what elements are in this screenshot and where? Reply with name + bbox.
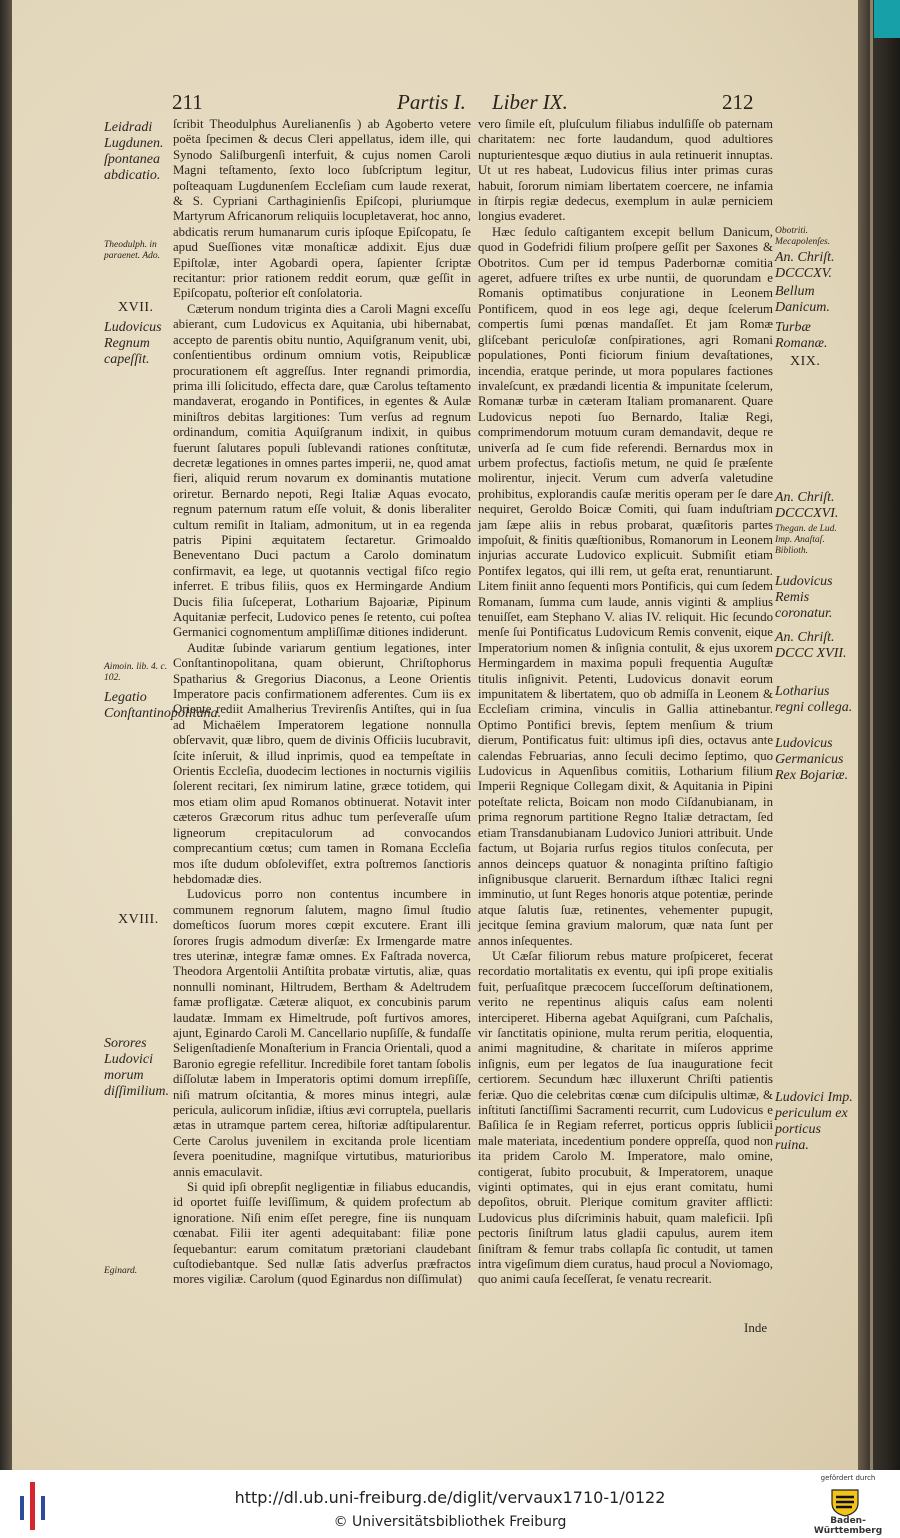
right-page-number: 212 [722, 90, 754, 114]
left-page-number: 211 [172, 90, 203, 114]
corner-tab [874, 0, 900, 38]
permalink-url[interactable]: http://dl.ub.uni-freiburg.de/diglit/vervaux1710-1/0122 [234, 1488, 666, 1507]
margin-note-eginard: Eginard. [104, 1266, 138, 1276]
paragraph: Si quid ipſi obrepſit negligentiæ in filiabus educandis, id oportet fuiſſe leviſſimum, & quidem profectum ab ignoratione. Niſi enim eſſet peregre, fine iis nunquam cœnabat. Filii iter agenti adequitabant: filiæ pone ſequebantur: earum comitatum prætoriani claudebant cuſtodiebantque. Sed nullæ ſatis adverſus præfractos mores vigiliæ. Carolum (quod Eginardus non diſſimulat) [173, 1180, 471, 1287]
paragraph: ſcribit Theodulphus Aurelianenſis ) ab Agoberto vetere poëta ſpecimen & decus Cleri appellatus, idem ille, qui Synodo Saliſburgenſi interfuit, & cujus nomen Caroli Magni teſtamento, ſexto loco ſubſcriptum legitur, poſteaquam Lugdunenſem Eccleſiam cum laude rexerat, & S. Cypriani Carthaginienſis Epiſcopi, pluriumque Martyrum Africanorum reliquiis locupletaverat, hoc anno, abdicatis rerum humanarum curis ipſoque Epiſcopatu, ſe apud Sueſſiones vitæ monaſticæ addixit. Ejus duæ Epiſtolæ, inter Agobardi opera, ſapienter ſcriptæ recitantur: prior rationem reddit eorum, quæ geſſit in Epiſcopatu, poſterior eſt conſolatoria. [173, 117, 471, 301]
margin-section-xix: XIX. [790, 354, 821, 369]
margin-section-xviii: XVIII. [118, 912, 159, 927]
binding-edge [870, 0, 873, 1470]
funder-name: Baden-Württemberg [813, 1516, 883, 1536]
margin-note-an-christ-817: An. Chriſt. DCCC XVII. [775, 630, 847, 661]
left-text-column [173, 117, 471, 1288]
paragraph: vero ſimile eſt, pluſculum filiabus indulſiſſe ob paternam charitatem: nec forte laudandum, quod adultiores nupturientesque æquo diutius in aula retinuerit innuptas. Ut ut res habeat, Ludovicus filius inter primas curas habuit, ſororum nimiam libertatem coercere, ne infamia in ſtirpis regiæ dedecus, exemplum in aulæ perniciem longius evaderet. [478, 117, 773, 224]
book-binding [858, 0, 900, 1470]
copyright-notice: © Universitätsbibliothek Freiburg [333, 1514, 567, 1530]
running-head [162, 90, 792, 114]
funder-badge [800, 1474, 896, 1536]
paragraph: Cæterum nondum triginta dies a Caroli Magni exceſſu abierant, cum Ludovicus ex Aquitania, ubi hibernabat, accepto de parentis obitu nuntio, Aquiſgranum venit, ubi, conſentientibus ordinum omnium votis, Reipublicæ procurationem eſt aggreſſus. Inter regnandi primordia, prima illi ſolicitudo, effecta dare, quæ Carolus teſtamento mandaverat, erogando in Pontifices, in egentes & Aulæ miniſtros debitas largitiones: Tum verſus ad regnum ordinandum, comitia Aquiſgranum indixit, in quibus fuerunt ſalutares populi ſublevandi rationes conſtitutæ, decretæ legationes in omnes partes imperii, ne, quod amat fieri, aliquid rerum novarum ex dominantis mutatione oriretur. Bernardo nepoti, Regi Italiæ Aquas evocato, regnum paternum ratum eſſe voluit, & donis liberaliter cultum remiſit in Italiam, admonitum, ut in ea regenda patris Pipini æquitatem ſectaretur. Grimoaldo Beneventano Duci pactum a Carolo dominatum confirmavit, ea lege, ut quotannis vectigal fiſco regio inferret. E tribus filiis, quos ex Hermingarde Andium Ducis filia ſuſceperat, Lotharium Bajoariæ, Pipinum Aquitaniæ perfecit, Ludovico penes ſe retento, cui poſtea Germanici cognomentum ampliſſimæ ditiones indiderunt. [173, 301, 471, 640]
margin-note-germanicus: Ludovicus Germanicus Rex Bojariæ. [775, 736, 849, 783]
running-head-liber: Liber IX. [492, 90, 568, 114]
margin-note-aimoin: Aimoin. lib. 4. c. 102. [104, 662, 168, 683]
paragraph: Ludovicus porro non contentus incumbere in communem regnorum ſalutem, magno ſimul ſtudio domeſticos ſuorum mores cœpit excutere. Erant illi ſorores ſrugis admodum diverſæ: Ex Irmengarde matre tres uterinæ, integræ famæ omnes. Ex Faſtrada noverca, Theodora Argentolii Antiſtita probatæ virtutis, aliæ, quas nonnulli nominant, Hiltrudem, Bertham & Adeltrudem famæ profligatæ. Cæteræ aliquot, ex concubinis parum laudatæ. Immam ex Himeltrude, poſt furtivos amores, ajunt, Eginardo Caroli M. Cancellario nupſiſſe, & fundaſſe Seligenſtadienſe Monaſterium in Francia Orientali, quod a Baronio egregie refellitur. Incredibile foret tantam ſobolis diſſolutæ labem in Imperatoris optimi domum irrepſiſſe, niſi matrum oſcitantia, & mores minus integri, aulæ pericula, aulicorum inſidiæ, iſtius ævi corruptela, puellaris ætas in utramque partem cerea, hiſtoriæ adſtipularentur. Certe Carolus juvenilem in excitanda prole licentiam ſevera poenitudine, magniſque virtutibus, maturioribus annis emaculavit. [173, 887, 471, 1179]
margin-note-turbae: Turbæ Romanæ. [775, 320, 828, 351]
margin-note-porticus: Ludovici Imp. periculum ex porticus ruina. [775, 1090, 853, 1153]
margin-note-obotriti: Obotriti. Mecapolenſes. [775, 226, 831, 247]
paragraph: Hæc ſedulo caſtigantem excepit bellum Danicum, quod in Godefridi filium proſpere geſſit per Saxones & Obotritos. Cum per id tempus Paderbornæ comitia ageret, adfuere triſtes ex urbe nuntii, de quorundam e Romanis optimatibus conjuratione in Leonem Pontificem, quod in eos lege agi, deque ſcelerum compertis ſumi pœnas mandaſſet. Et jam Romæ gliſcebant periculoſæ conſpirationes, agri Romani populationes, Ponti ficiorum finium devaſtationes, incendia, eratque perinde, ut mora populares factiones invaleſcunt, ex prædandi licentia & impunitate ſcelerum, Romanæ turbæ in cæteram Italiam promanarent. Quare Ludovicus nepoti ſuo Bernardo, Italiæ Regi, comprimendorum motuum curam demandavit, deque re univerſa ad ſe cum fide referendi. Bernardus mox in urbem profectus, factioſis metum, ne quid ſe præſente molirentur, injecit. Verum cum adverſa valetudine prohibitus, explorandis cauſæ meritis operam per ſe dare nequiret, Geroldo Boicæ Comiti, qui ſuam induſtriam jam ſæpe aliis in rebus probarat, quæſitoris partes impoſuit, & finitis quæſtionibus, Romanorum in Leonem injurias accurate Ludovico explicuit. Submiſit etiam Pontifex legatos, qui illi rem, ut geſta erat, renuntiarunt. Litem finiit anno ſequenti mors Pontificis, qui cum ſedem Romanam, ſumma cum laude, annis viginti & amplius tenuiſſet, eam Stephano V. alias IV. reliquit. Hic ſecundo menſe ſui Pontificatus Ludovicum Remis convenit, eique Imperatorium nomen & inſignia contulit, & ejus uxorem Hermingardem in maxima populi frequentia Auguſtæ titulis inſignivit. Petenti, Ludovicus donavit eorum impunitatem & libertatem, quo ob admiſſa in Leonem & Eccleſiam crimina, vinculis in Gallia attinebantur. Optimo Pontifici brevis, ſeptem menſium & trium dierum, Pontificatus fuit: ultimus ipſi dies, octavus ante calendas Februarias, anno ſeculi decimo ſeptimo, quo Ludovicus in Aquenſibus comitiis, Lotharium filium Imperii Regnique Collegam dixit, & Aquitania in Pipini poteſtate relicta, Boicam non modo Ciſdanubianam, in prima regnorum partitione Regno Italiæ detractam, ſed etiam Transdanubianam Ludovico Juniori attribuit. Unde factum, ut Bojaria rurſus regios titulos conſecuta, per annos deinceps quatuor & nonaginta priſtino faſtigio inſignibusque claruerit. Bernardum iſthæc Italici regni imminutio, ut ſunt Reges honoris atque potentiæ, perinde atque ſalutis ſuæ, retinentes, vehementer pupugit, jecitque ſemina gravium malorum, quæ nata ſunt per annos inſequentes. [478, 224, 773, 948]
viewer-footer [0, 1470, 900, 1538]
state-crest-icon [828, 1487, 862, 1517]
margin-note-lotharius: Lotharius regni collega. [775, 684, 853, 715]
margin-note-thegan: Thegan. de Lud. Imp. Anaſtaſ. Biblioth. [775, 524, 837, 556]
margin-note-legatio: Legatio Conſtantinopolitana. [104, 690, 222, 721]
margin-note-an-christ-815: An. Chriſt. DCCCXV. [775, 250, 835, 281]
margin-note-regnum: Ludovicus Regnum capeſſit. [104, 320, 162, 367]
catchword: Inde [744, 1320, 768, 1335]
margin-note-sorores: Sorores Ludovici morum diſſimilium. [104, 1036, 169, 1099]
running-head-partis: Partis I. [397, 90, 466, 114]
margin-note-leidradi: Leidradi Lugdunen. ſpontanea abdicatio. [104, 120, 164, 183]
funder-label: gefördert durch [820, 1474, 876, 1482]
paragraph: Ut Cæſar filiorum rebus mature proſpiceret, fecerat recordatio mortalitatis ex eventu, qui ipſi prope exitialis fuit, perſuaſitque præcocem ſucceſſorum deſtinationem, verito ne repentinus aliquis caſus eam nolenti interciperet. Hiberna agebat Aquiſgrani, cum Paſchalis, vir ſanctitatis opinione, multa rerum peritia, eloquentia, animi magnitudine, & charitate in miſeros apprime inſignis, eum per legatos de ſua inauguratione fecit certiorem. Secundum hæc illuxerunt Chriſti patientis feriæ. Quo die celebritas cœnæ cum diſcipulis ultimæ, & inſtituti ſanctiſſimi Sacramenti recurrit, cum Ludovicus e Baſilica ſe in Regiam referret, porticus oppris ſublicii male materiata, incedentium pondere oppreſſa, quod non ita pridem Carolo M. Imperatore, malo omine, contigerat, ſubito procubuit, & Imperatorem, unaque viginti optimates, qui in ejus erant comitatu, humi depoſitos, obruit. Plerique comitum graviter afflicti: Ludovicus plus diſcriminis habuit, quam maleficii. Ipſi pectoris ſiniſtrum latus gladii capulus, aurem item ſiniſtram & femur trabs collapſa ſic contudit, ut tamen intra vigeſimum diem curatus, haud procul a Noviomago, quo animi cauſa ſeceſſerat, ſe venatu recrearit. [478, 948, 773, 1287]
margin-note-bellum: Bellum Danicum. [775, 284, 830, 315]
margin-section-xvii: XVII. [118, 300, 154, 315]
margin-note-remis: Ludovicus Remis coronatur. [775, 574, 833, 621]
paragraph: Auditæ ſubinde variarum gentium legationes, inter Conſtantinopolitana, quam obierunt, Chriſtophorus Spatharius & Gregorius Diaconus, a Leone Orientis Imperatore pacis confirmationem adferentes. Cum iis ex Oriente rediit Amalherius Trevirenſis Antiſtes, qui in ſua ad Michaëlem Imperatorem legatione nonnulla obſervavit, quæ libro, quem de divinis Officiis lucubravit, ſcite inſeruit, & illud inprimis, quod ea tempeſtate in Orientis Eccleſia, duodecim lectiones in nocturnis vigiliis ſolerent recitari, ſex nimirum latine, græce totidem, qui mos etiam olim apud Romanos obtinuerat. Notavit inter cæteros Græcorum ritus adhuc tum perſeveraſſe uſum ligneorum crepitaculorum ad convocandos comprecantium cœtus; cum tamen in Romana Eccleſia mos iſte dudum obſolevifſet, extra poſtremos ſanctioris hebdomadæ dies. [173, 640, 471, 886]
margin-note-theodulph: Theodulph. in paraenet. Ado. [104, 240, 161, 261]
right-text-column [478, 117, 773, 1288]
left-book-edge [0, 0, 12, 1470]
margin-note-an-christ-816: An. Chriſt. DCCCXVI. [775, 490, 839, 521]
